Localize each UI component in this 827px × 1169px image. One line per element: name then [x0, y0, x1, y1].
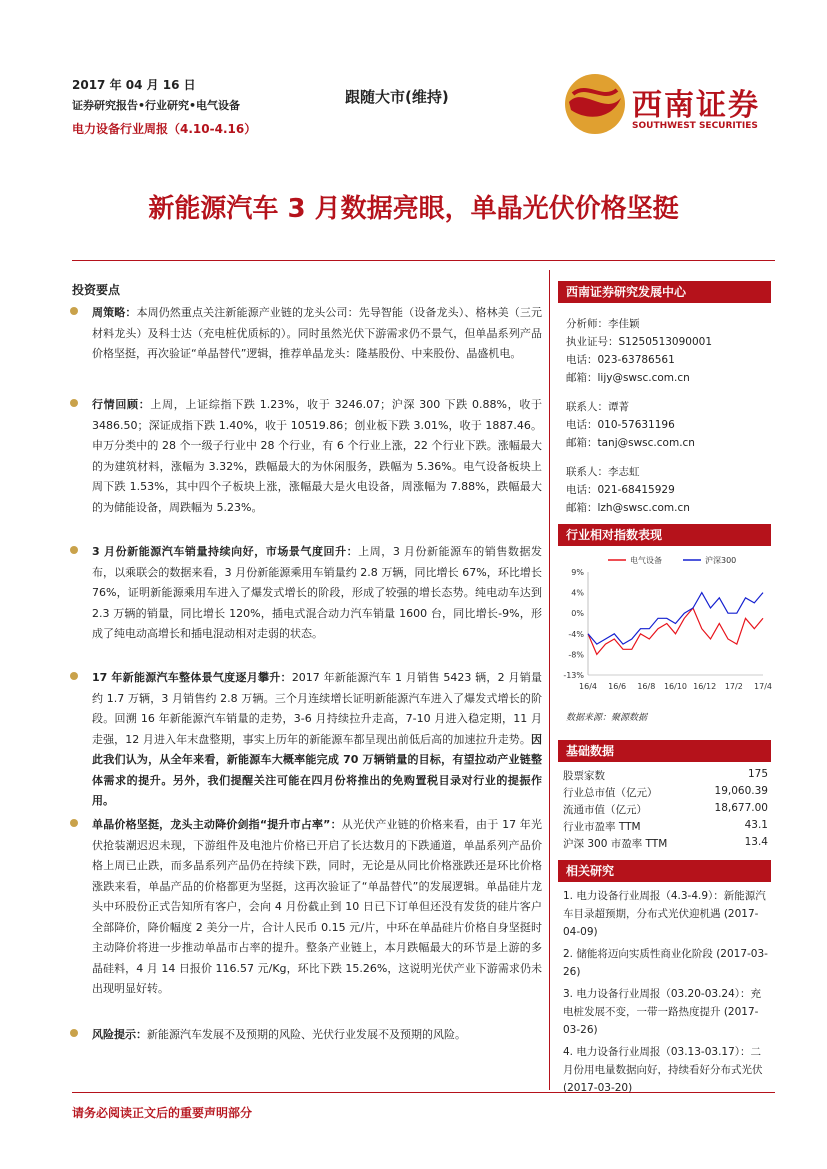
series-line-1 — [588, 593, 763, 645]
bullet-icon — [70, 1029, 78, 1037]
x-tick-label: 16/8 — [637, 682, 656, 691]
title-divider — [72, 260, 775, 261]
report-type: 证券研究报告•行业研究•电气设备 — [72, 99, 241, 112]
research-center-heading: 西南证券研究发展中心 — [558, 281, 771, 303]
y-tick-label: -4% — [568, 629, 584, 639]
x-tick-label: 16/6 — [608, 682, 627, 691]
paragraph-market-review — [72, 395, 542, 518]
related-item[interactable]: 1. 电力设备行业周报（4.3-4.9）：新能源汽车目录超预期，分布式光伏迎机遇 (2017-04-09) — [563, 890, 766, 938]
contact-phone: 电话：010-57631196 — [566, 419, 675, 431]
analyst-license: 执业证号：S1250513090001 — [566, 336, 713, 348]
company-logo-icon — [563, 72, 627, 136]
y-tick-label: -13% — [563, 671, 584, 680]
para-lead: 单晶价格坚挺，龙头主动降价剑指“提升市占率”： — [92, 818, 342, 831]
logo-text-en: SOUTHWEST SECURITIES — [632, 121, 758, 131]
y-tick-label: -8% — [568, 650, 584, 660]
para-lead: 风险提示： — [92, 1028, 147, 1041]
basic-data-value: 18,677.00 — [714, 802, 768, 814]
para-text: 新能源汽车发展不及预期的风险、光伏行业发展不及预期的风险。 — [147, 1028, 466, 1041]
basic-data-key: 行业市盈率 TTM — [563, 821, 641, 833]
column-divider — [549, 270, 550, 1090]
paragraph-mono-price — [72, 815, 542, 1000]
y-tick-label: 0% — [571, 609, 584, 619]
x-tick-label: 16/4 — [579, 682, 597, 691]
related-research-list — [563, 887, 768, 1097]
basic-data-row — [563, 768, 768, 783]
para-lead: 17 年新能源汽车整体景气度逐月攀升： — [92, 671, 292, 684]
para-text: 本周仍然重点关注新能源产业链的龙头公司：先导智能（设备龙头）、格林美（三元材料龙头）及科士达（充电桩优质标的）。同时虽然光伏下游需求仍不景气，但单晶系列产品价格坚挺，再次验证“单晶替代”逻辑，推荐单晶龙头：隆基股份、中来股份、晶盛机电。 — [92, 306, 543, 360]
bullet-icon — [70, 546, 78, 554]
contact-email[interactable]: 邮箱：lzh@swsc.com.cn — [566, 502, 690, 514]
contact-name: 联系人：李志虹 — [566, 466, 640, 478]
paragraph-risk — [72, 1025, 542, 1046]
contact-email[interactable]: 邮箱：tanj@swsc.com.cn — [566, 437, 695, 449]
related-item[interactable]: 4. 电力设备行业周报（03.13-03.17）：二月份用电量数据向好，持续看好分布式光伏 (2017-03-20) — [563, 1046, 763, 1094]
section-heading: 投资要点 — [72, 283, 121, 297]
logo-text-cn: 西南证券 — [632, 88, 760, 123]
basic-data-value: 43.1 — [744, 819, 768, 831]
legend-label: 沪深300 — [705, 556, 737, 565]
analyst-email[interactable]: 邮箱：lijy@swsc.com.cn — [566, 372, 690, 384]
basic-data-key: 股票家数 — [563, 770, 605, 782]
basic-data-row — [563, 819, 768, 834]
report-series: 电力设备行业周报（4.10-4.16） — [72, 122, 257, 136]
para-lead: 行情回顾： — [92, 398, 151, 411]
para-text: 2017 年新能源汽车 1 月销售 5423 辆，2 月销量约 1.7 万辆，3 月销售约 2.8 万辆。三个月连续增长证明新能源汽车进入了爆发式增长的阶段。回溯 16 年新能源汽车销量的走势，3-6 月持续拉升走高，7-10 月进入稳定期，11 月走强，12 月进入年末盘整期，事实上历年的新能源车都呈现出前低后高的加速拉升走势。 — [92, 671, 542, 746]
legend-label: 电气设备 — [630, 556, 662, 565]
page-title: 新能源汽车 3 月数据亮眼，单晶光伏价格坚挺 — [148, 194, 679, 224]
basic-data-heading: 基础数据 — [558, 740, 771, 762]
para-text: 上周，3 月份新能源车的销售数据发布，以乘联会的数据来看，3 月份新能源乘用车销量约 2.8 万辆，同比增长 67%，环比增长 76%，证明新能源乘用车进入了爆发式增长的阶段，形成了较强的增长态势。纯电动车达到 2.3 万辆的销量，同比增长 120%，插电式混合动力汽车销量 1600 台，同比增长-9%，形成了纯电动高增长和插电混动相对走弱的状态。 — [92, 545, 542, 640]
basic-data-row — [563, 836, 768, 851]
analyst-phone: 电话：023-63786561 — [566, 354, 675, 366]
chart-heading: 行业相对指数表现 — [558, 524, 771, 546]
paragraph-ev-sales — [72, 542, 542, 645]
analyst-block — [566, 315, 771, 517]
related-item[interactable]: 2. 储能将迈向实质性商业化阶段 (2017-03-26) — [563, 948, 768, 978]
rating: 跟随大市(维持) — [345, 88, 449, 106]
basic-data-row — [563, 802, 768, 817]
contact-phone: 电话：021-68415929 — [566, 484, 675, 496]
para-text: 从光伏产业链的价格来看，由于 17 年光伏抢装潮迟迟未现，下游组件及电池片价格已开启了长达数月的下跌通道，单晶系列产品价格上周已止跌，而多晶系列产品仍在持续下跌，同时，无论是从同比价格涨跌还是环比价格涨跌来看，单晶产品的价格都更为坚挺，这再次验证了“单晶替代”的发展逻辑。单晶硅片龙头中环股份正式告知所有客户，会向 4 月份截止到 10 日已下订单但还没有发货的硅片客户全部降价，降价幅度 2 美分一片，合计人民币 0.15 元/片，中环在单晶硅片价格自身坚挺时主动降价将进一步推动单晶市占率的提升。整条产业链上，本月跌幅最大的环节是上游的多晶硅料，4 月 14 日报价 116.57 元/Kg，环比下跌 15.26%，这说明光伏产业下游需求仍未出现明显好转。 — [92, 818, 542, 995]
para-text: 上周，上证综指下跌 1.23%，收于 3246.07；沪深 300 下跌 0.88%，收于 3486.50；深证成指下跌 1.40%，收于 10519.86；创业板下跌 3.01%，收于 1887.46。申万分类中的 28 个一级子行业中 28 个行业，有 6 个行业上涨，22 个行业下跌。涨幅最大的为建筑材料，涨幅为 3.32%，跌幅最大的为休闲服务，跌幅为 5.36%。电气设备板块上周下跌 1.53%，其中四个子板块上涨，涨幅最大是火电设备，周涨幅为 7.88%，跌幅最大的为储能设备，周跌幅为 5.23%。 — [92, 398, 543, 514]
relative-index-chart — [558, 550, 773, 700]
para-conclusion: 因此我们认为，从全年来看，新能源车大概率能完成 70 万辆销量的目标，有望拉动产业链整体需求的提升。另外，我们提醒关注可能在四月份将推出的免购置税目录对行业的提振作用。 — [92, 732, 542, 807]
paragraph-ev-trend — [72, 668, 542, 812]
x-tick-label: 17/2 — [724, 682, 743, 691]
bullet-icon — [70, 819, 78, 827]
report-date: 2017 年 04 月 16 日 — [72, 78, 196, 92]
x-tick-label: 17/4 — [754, 682, 772, 691]
chart-source: 数据来源：聚源数据 — [566, 713, 648, 723]
basic-data-row — [563, 785, 768, 800]
y-tick-label: 4% — [571, 588, 584, 598]
related-research-heading: 相关研究 — [558, 860, 771, 882]
related-item[interactable]: 3. 电力设备行业周报（03.20-03.24）：充电桩发展不变，一带一路热度提升 (2017-03-26) — [563, 988, 762, 1036]
para-lead: 周策略： — [92, 306, 137, 319]
bullet-icon — [70, 672, 78, 680]
basic-data-key: 流通市值（亿元） — [563, 804, 647, 816]
x-tick-label: 16/12 — [693, 682, 717, 691]
series-line-0 — [588, 608, 763, 654]
paragraph-strategy — [72, 303, 542, 365]
analyst-name: 分析师：李佳颖 — [566, 318, 640, 330]
basic-data-value: 19,060.39 — [714, 785, 768, 797]
footer-disclaimer: 请务必阅读正文后的重要声明部分 — [72, 1106, 253, 1120]
basic-data-key: 沪深 300 市盈率 TTM — [563, 838, 668, 850]
bullet-icon — [70, 307, 78, 315]
bullet-icon — [70, 399, 78, 407]
basic-data-value: 175 — [747, 768, 768, 780]
basic-data-value: 13.4 — [744, 836, 768, 848]
y-tick-label: 9% — [571, 568, 584, 577]
para-lead: 3 月份新能源汽车销量持续向好，市场景气度回升： — [92, 545, 359, 558]
x-tick-label: 16/10 — [663, 682, 688, 691]
basic-data-key: 行业总市值（亿元） — [563, 787, 658, 799]
contact-name: 联系人：谭菁 — [566, 401, 629, 413]
